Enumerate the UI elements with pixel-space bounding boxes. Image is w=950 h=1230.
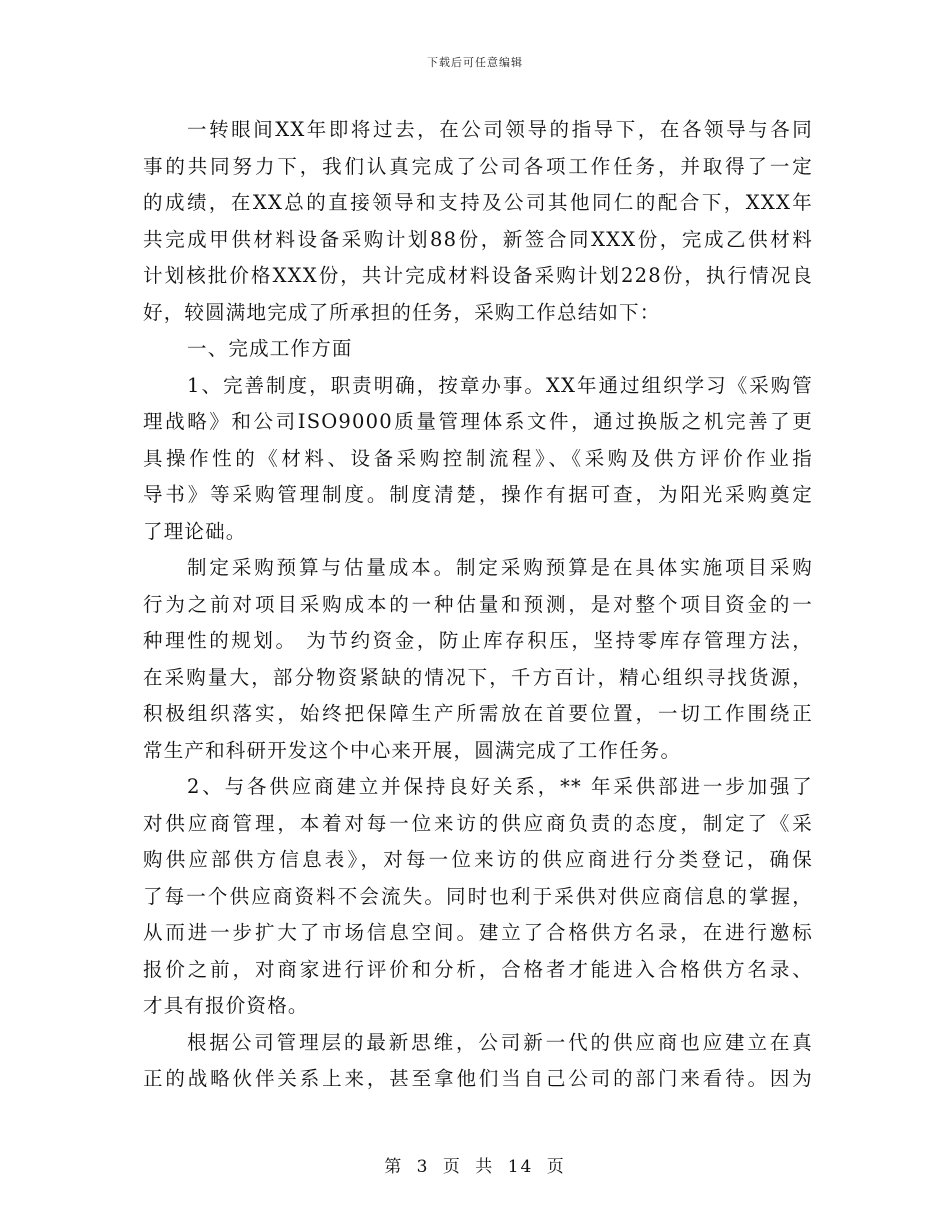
text-line: 报价之前，对商家进行评价和分析，合格者才能进入合格供方名录、 — [143, 957, 813, 981]
text-line: 1、完善制度，职责明确，按章办事。XX年通过组织学习《采购管 — [187, 373, 813, 397]
text-line: 根据公司管理层的最新思维，公司新一代的供应商也应建立在真 — [187, 1030, 813, 1054]
text-line: 计划核批价格XXX份，共计完成材料设备采购计划228份，执行情况良 — [143, 264, 813, 287]
text-line: 种理性的规划。 为节约资金，防止库存积压，坚持零库存管理方法， — [143, 629, 813, 652]
text-line: 在采购量大，部分物资紧缺的情况下，千方百计，精心组织寻找货源， — [143, 665, 813, 689]
text-line: 制定采购预算与估量成本。制定采购预算是在具体实施项目采购 — [187, 556, 813, 579]
text-line: 共完成甲供材料设备采购计划88份，新签合同XXX份，完成乙供材料 — [143, 227, 813, 251]
text-line: 具操作性的《材料、设备采购控制流程》、《采购及供方评价作业指 — [143, 446, 813, 470]
page-footer: 第 3 页 共 14 页 — [384, 1157, 566, 1177]
text-line: 了每一个供应商资料不会流失。同时也利于采供对供应商信息的掌握， — [143, 884, 813, 908]
text-line: 常生产和科研开发这个中心来开展，圆满完成了工作任务。 — [143, 738, 682, 762]
text-line: 导书》等采购管理制度。制度清楚，操作有据可查，为阳光采购奠定 — [143, 483, 813, 506]
text-line: 购供应部供方信息表》，对每一位来访的供应商进行分类登记，确保 — [143, 848, 813, 871]
text-line: 理战略》和公司ISO9000质量管理体系文件，通过换版之机完善了更 — [143, 410, 813, 433]
text-line: 2、与各供应商建立并保持良好关系，** 年采供部进一步加强了 — [187, 775, 813, 798]
page-header: 下载后可任意编辑 — [427, 56, 523, 69]
text-line: 一、完成工作方面 — [187, 337, 353, 360]
text-line: 对供应商管理，本着对每一位来访的供应商负责的态度，制定了《采 — [143, 811, 813, 835]
text-line: 行为之前对项目采购成本的一种估量和预测，是对整个项目资金的一 — [143, 592, 813, 616]
text-line: 从而进一步扩大了市场信息空间。建立了合格供方名录，在进行邀标 — [143, 921, 813, 944]
text-line: 正的战略伙伴关系上来，甚至拿他们当自己公司的部门来看待。因为 — [143, 1067, 813, 1090]
text-line: 了理论础。 — [143, 519, 247, 543]
document-body — [143, 112, 813, 1098]
text-line: 的成绩，在XX总的直接领导和支持及公司其他同仁的配合下，XXX年 — [143, 191, 813, 214]
text-line: 好，较圆满地完成了所承担的任务，采购工作总结如下： — [143, 300, 661, 324]
text-line: 才具有报价资格。 — [143, 994, 309, 1017]
text-line: 一转眼间XX年即将过去，在公司领导的指导下，在各领导与各同 — [187, 118, 813, 141]
text-line: 积极组织落实，始终把保障生产所需放在首要位置，一切工作围绕正 — [143, 702, 813, 725]
text-line: 事的共同努力下，我们认真完成了公司各项工作任务，并取得了一定 — [143, 154, 813, 178]
